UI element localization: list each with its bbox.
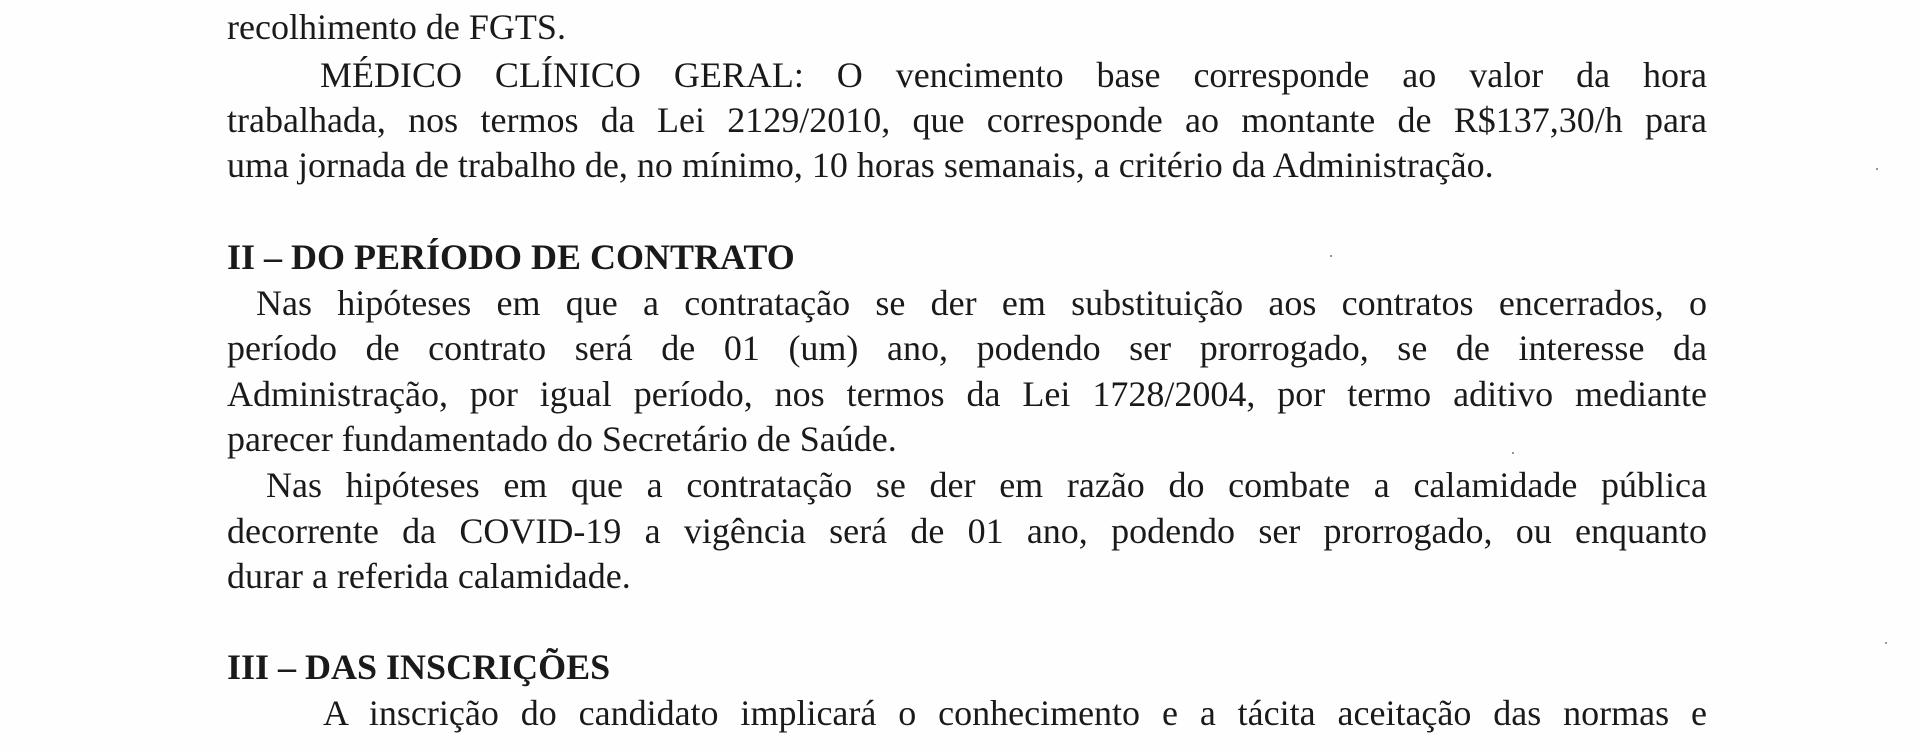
- scan-speck: [1330, 255, 1332, 257]
- paragraph-line: parecer fundamentado do Secretário de Saúde.: [227, 419, 897, 459]
- paragraph-line: Administração, por igual período, nos termos da Lei 1728/2004, por termo aditivo mediante: [227, 374, 1707, 414]
- section-heading: III – DAS INSCRIÇÕES: [227, 647, 611, 687]
- paragraph-line: durar a referida calamidade.: [227, 556, 631, 596]
- paragraph-line: MÉDICO CLÍNICO GERAL: O vencimento base corresponde ao valor da hora: [320, 55, 1707, 95]
- paragraph-line: trabalhada, nos termos da Lei 2129/2010, que corresponde ao montante de R$137,30/h para: [227, 100, 1707, 140]
- paragraph-line: Nas hipóteses em que a contratação se der em razão do combate a calamidade pública: [266, 465, 1707, 505]
- paragraph-line: A inscrição do candidato implicará o conhecimento e a tácita aceitação das normas e: [323, 693, 1707, 733]
- paragraph-line: decorrente da COVID-19 a vigência será de 01 ano, podendo ser prorrogado, ou enquanto: [227, 511, 1707, 551]
- scan-speck: [1876, 168, 1878, 170]
- section-heading: II – DO PERÍODO DE CONTRATO: [227, 237, 795, 277]
- scan-speck: [1885, 642, 1887, 644]
- paragraph-line: Nas hipóteses em que a contratação se der em substituição aos contratos encerrados, o: [256, 283, 1707, 323]
- paragraph-line: período de contrato será de 01 (um) ano, podendo ser prorrogado, se de interesse da: [227, 328, 1707, 368]
- scan-speck: [1512, 452, 1514, 454]
- paragraph-line: uma jornada de trabalho de, no mínimo, 10 horas semanais, a critério da Administração.: [227, 145, 1494, 185]
- paragraph-line: recolhimento de FGTS.: [227, 7, 566, 47]
